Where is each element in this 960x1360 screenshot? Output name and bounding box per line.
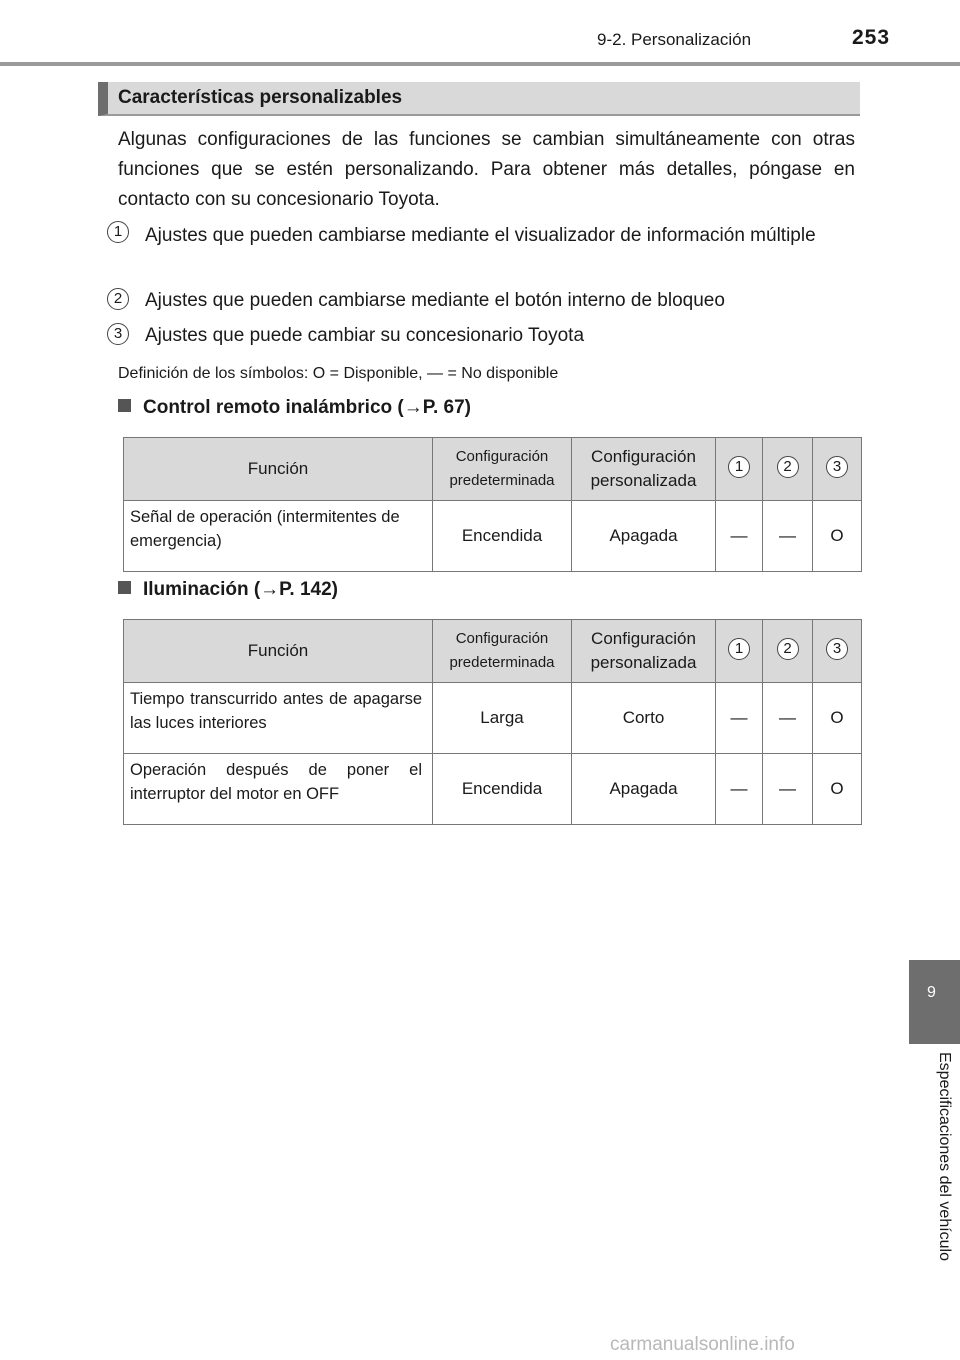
header-default: Configuración predeterminada — [433, 438, 572, 501]
circled-number-3-icon: 3 — [107, 323, 129, 345]
circled-number-2-icon: 2 — [777, 456, 799, 478]
circled-number-1-icon: 1 — [107, 221, 129, 243]
remote-settings-table — [123, 437, 862, 572]
cell-default: Larga — [433, 683, 572, 754]
circled-number-1-icon: 1 — [728, 456, 750, 478]
subsection-title-text: Control remoto inalámbrico (→P. 67) — [143, 397, 471, 418]
table-header-row — [124, 438, 862, 501]
circled-number-2-icon: 2 — [777, 638, 799, 660]
header-function: Función — [124, 438, 433, 501]
square-bullet-icon — [118, 581, 131, 594]
chapter-tab-label: Especificaciones del vehículo — [936, 1052, 953, 1262]
page-number: 253 — [852, 26, 891, 49]
watermark-text: carmanualsonline.info — [610, 1334, 795, 1355]
cell-availability-1: — — [716, 683, 763, 754]
header-marker-2 — [763, 620, 813, 683]
cell-custom: Apagada — [572, 501, 716, 572]
cell-default: Encendida — [433, 501, 572, 572]
cell-availability-1: — — [716, 501, 763, 572]
circled-number-1-icon: 1 — [728, 638, 750, 660]
intro-paragraph: Algunas configuraciones de las funciones se cambian simultáneamente con otras funciones que se estén personalizando. Para obtener más detalles, póngase en contacto con su concesionario Toyota. — [118, 129, 855, 210]
cell-availability-1: — — [716, 754, 763, 825]
cell-custom: Corto — [572, 683, 716, 754]
header-custom: Configuración personalizada — [572, 438, 716, 501]
square-bullet-icon — [118, 399, 131, 412]
cell-availability-3: O — [813, 501, 862, 572]
symbol-definitions: Definición de los símbolos: O = Disponible, — = No disponible — [118, 365, 559, 382]
section-heading: Características personalizables — [118, 87, 403, 108]
header-marker-1 — [716, 620, 763, 683]
table-row — [124, 754, 862, 825]
chapter-tab-number: 9 — [927, 984, 936, 1001]
header-divider — [0, 62, 960, 66]
header-function: Función — [124, 620, 433, 683]
cell-availability-2: — — [763, 683, 813, 754]
header-default: Configuración predeterminada — [433, 620, 572, 683]
cell-function: Tiempo transcurrido antes de apagarse las luces interiores — [124, 683, 433, 754]
cell-availability-2: — — [763, 501, 813, 572]
circled-number-2-icon: 2 — [107, 288, 129, 310]
circled-number-3-icon: 3 — [826, 456, 848, 478]
cell-availability-2: — — [763, 754, 813, 825]
cell-function: Señal de operación (intermitentes de emergencia) — [124, 501, 433, 572]
header-custom: Configuración personalizada — [572, 620, 716, 683]
cell-function: Operación después de poner el interruptor del motor en OFF — [124, 754, 433, 825]
lighting-settings-table — [123, 619, 862, 825]
subsection-title-text: Iluminación (→P. 142) — [143, 579, 338, 600]
list-item-2: Ajustes que pueden cambiarse mediante el botón interno de bloqueo — [145, 290, 725, 311]
chapter-tab — [909, 960, 960, 1044]
subsection-title-remote — [118, 397, 471, 419]
header-marker-1 — [716, 438, 763, 501]
list-item-1: Ajustes que pueden cambiarse mediante el visualizador de información múltiple — [145, 225, 816, 246]
cell-availability-3: O — [813, 754, 862, 825]
cell-default: Encendida — [433, 754, 572, 825]
table-row — [124, 683, 862, 754]
section-heading-bar — [98, 82, 860, 116]
cell-custom: Apagada — [572, 754, 716, 825]
subsection-title-lighting — [118, 579, 338, 601]
header-marker-3 — [813, 438, 862, 501]
chapter-section-title: 9-2. Personalización — [597, 30, 752, 49]
table-row — [124, 501, 862, 572]
circled-number-3-icon: 3 — [826, 638, 848, 660]
list-item-3: Ajustes que puede cambiar su concesionario Toyota — [145, 325, 585, 346]
header-marker-3 — [813, 620, 862, 683]
header-marker-2 — [763, 438, 813, 501]
table-header-row — [124, 620, 862, 683]
cell-availability-3: O — [813, 683, 862, 754]
